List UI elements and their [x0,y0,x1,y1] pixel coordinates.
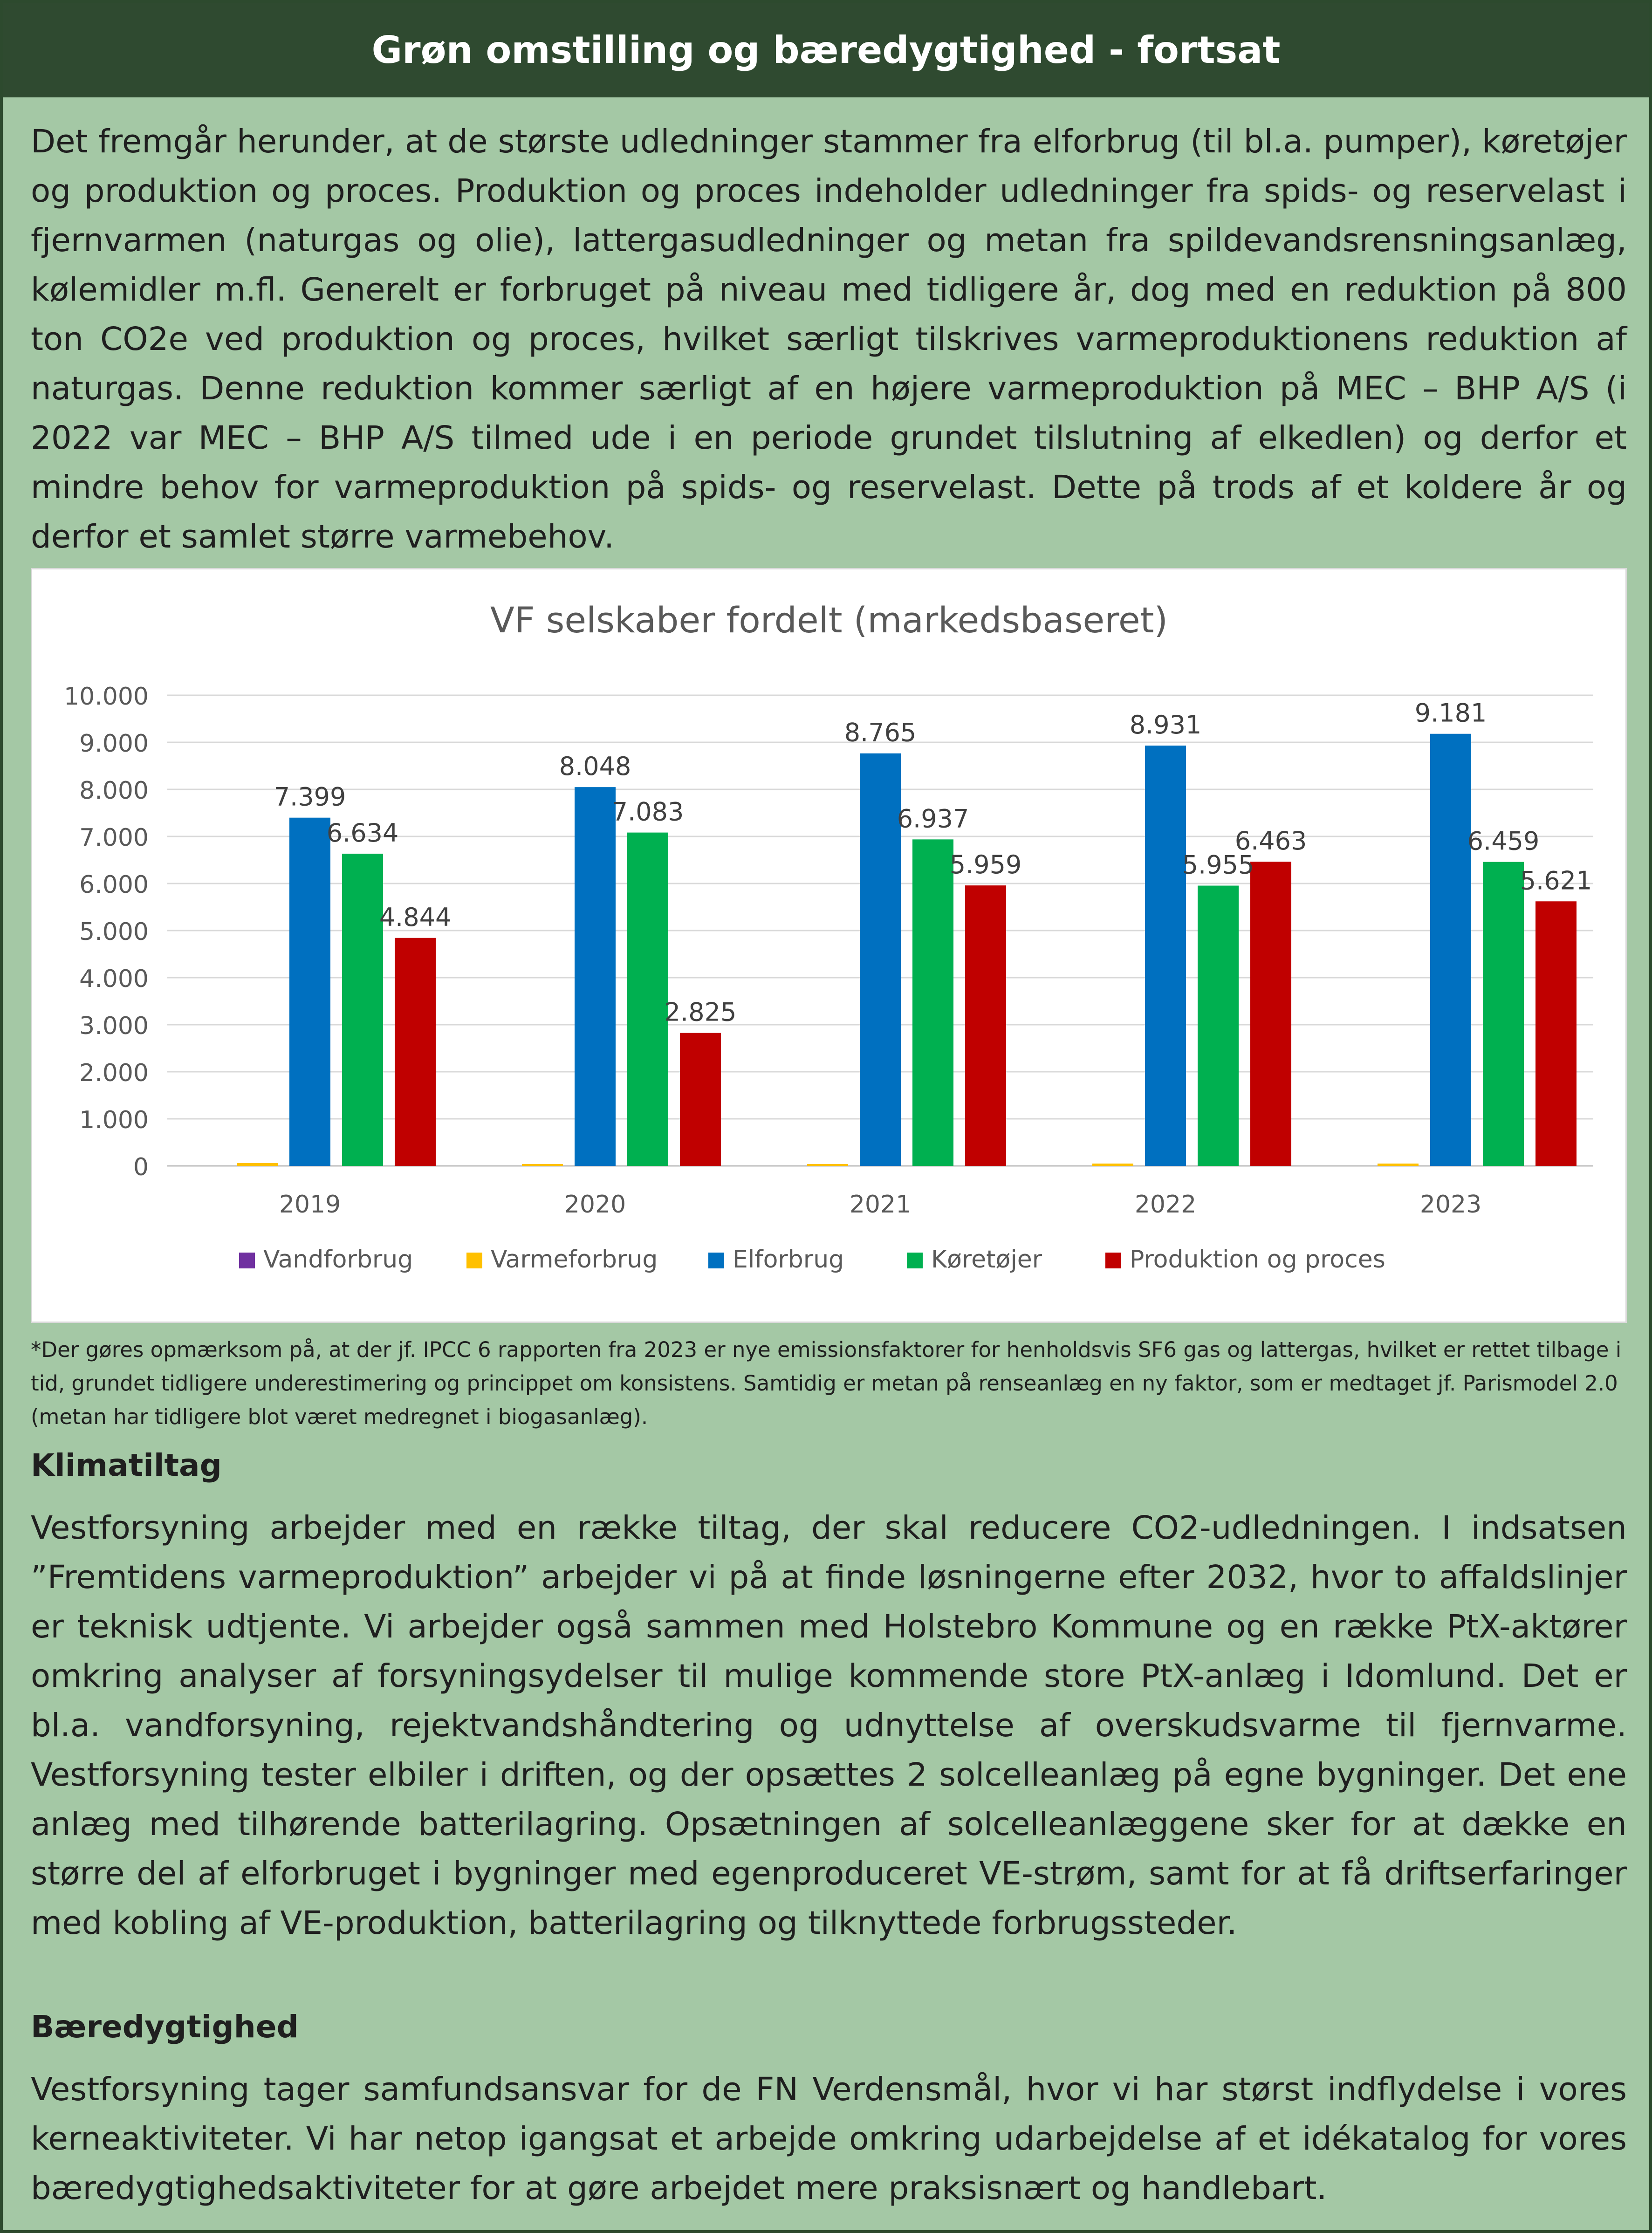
page-header [3,3,1649,97]
data-label: 8.048 [559,752,631,781]
bar-produktion-og-proces-2019 [395,938,436,1166]
bar-køretøjer-2020 [627,833,668,1166]
bar-køretøjer-2022 [1198,886,1239,1166]
klimatiltag-heading: Klimatiltag [31,1447,222,1483]
legend-label: Elforbrug [733,1246,844,1274]
x-tick-label: 2023 [1419,1191,1482,1219]
bar-elforbrug-2021 [860,753,901,1166]
legend-item [466,1246,658,1274]
data-label: 6.463 [1234,826,1307,856]
legend-label: Varmeforbrug [491,1246,658,1274]
legend-label: Vandforbrug [263,1246,413,1274]
data-label: 8.765 [844,718,917,747]
y-tick-label: 5.000 [79,918,149,946]
data-label: 2.825 [664,997,737,1027]
legend-item [907,1246,1042,1274]
y-tick-label: 1.000 [79,1106,149,1134]
bar-varmeforbrug-2020 [522,1164,563,1166]
data-label: 5.959 [949,850,1022,880]
legend-label: Køretøjer [931,1246,1042,1274]
data-label: 4.844 [379,902,452,932]
data-label: 6.459 [1467,826,1540,856]
x-tick-label: 2022 [1134,1191,1197,1219]
data-label: 7.083 [611,797,684,827]
y-tick-label: 4.000 [79,965,149,993]
bar-produktion-og-proces-2020 [680,1033,721,1166]
legend-swatch [466,1253,482,1268]
y-tick-label: 9.000 [79,730,149,758]
bar-produktion-og-proces-2022 [1250,862,1291,1166]
legend-swatch [1105,1253,1121,1268]
y-tick-label: 0 [133,1153,149,1181]
intro-paragraph: Det fremgår herunder, at de største udledninger stammer fra elforbrug (til bl.a. pumper), køretøjer og produktion og proces. Produktion og proces indeholder udledninger fra spids- og reservelast i fjernvarmen (naturgas og olie), lattergasudledninger og metan fra spildevandsrensningsanlæg, kølemidler m.fl. Generelt er forbruget på niveau med tidligere år, dog med en reduktion på 800 ton CO2e ved produktion og proces, hvilket særligt tilskrives varmeproduktionens reduktion af naturgas. Denne reduktion kommer særligt af en højere varmeproduktion på MEC – BHP A/S (i 2022 var MEC – BHP A/S tilmed ude i en periode grundet tilslutning af elkedlen) og derfor et mindre behov for varmeproduktion på spids- og reservelast. Dette på trods af et koldere år og derfor et samlet større varmebehov. [31,123,1627,555]
x-tick-label: 2021 [849,1191,912,1219]
legend-item [239,1246,413,1274]
legend-swatch [907,1253,923,1268]
legend-item [708,1246,844,1274]
y-tick-label: 2.000 [79,1059,149,1087]
bar-produktion-og-proces-2021 [965,885,1006,1166]
y-axis [64,683,149,1181]
bar-chart [32,569,1625,1322]
y-tick-label: 8.000 [79,777,149,805]
baeredygtighed-heading: Bæredygtighed [31,2009,299,2045]
y-tick-label: 10.000 [64,683,149,711]
footnote: *Der gøres opmærksom på, at der jf. IPCC 6 rapporten fra 2023 er nye emissionsfaktorer for henholdsvis SF6 gas og lattergas, hvilket er rettet tilbage i tid, grundet tidligere underestimering og princippet om konsistens. Samtidig er metan på renseanlæg en ny faktor, som er medtaget jf. Parismodel 2.0 (metan har tidligere blot været medregnet i biogasanlæg). [31,1337,1622,1429]
y-tick-label: 6.000 [79,871,149,899]
x-axis [279,1191,1481,1219]
y-tick-label: 3.000 [79,1012,149,1040]
y-tick-label: 7.000 [79,824,149,852]
data-label: 5.621 [1520,866,1592,896]
bar-køretøjer-2023 [1483,862,1524,1166]
x-tick-label: 2019 [279,1191,341,1219]
bar-produktion-og-proces-2023 [1535,901,1577,1166]
legend-swatch [239,1253,255,1268]
data-label: 9.181 [1414,698,1487,728]
bar-varmeforbrug-2021 [807,1164,848,1166]
legend-label: Produktion og proces [1130,1246,1385,1274]
x-tick-label: 2020 [564,1191,626,1219]
page-title: Grøn omstilling og bæredygtighed - fortsat [371,28,1281,72]
baeredygtighed-paragraph: Vestforsyning tager samfundsansvar for de FN Verdensmål, hvor vi har størst indflydelse i vores kerneaktiviteter. Vi har netop igangsat et arbejde omkring udarbejdelse af et idékatalog for vores bæredygtighedsaktiviteter for at gøre arbejdet mere praksisnært og handlebart. [31,2071,1627,2207]
data-label: 6.634 [326,818,399,848]
legend [239,1246,1385,1274]
legend-swatch [708,1253,724,1268]
bar-elforbrug-2022 [1145,746,1186,1166]
bar-elforbrug-2023 [1430,734,1471,1166]
bar-varmeforbrug-2023 [1378,1164,1419,1166]
bar-varmeforbrug-2019 [237,1163,278,1166]
klimatiltag-paragraph: Vestforsyning arbejder med en række tiltag, der skal reducere CO2-udledningen. I indsatsen ”Fremtidens varmeproduktion” arbejder vi på at finde løsningerne efter 2032, hvor to affaldslinjer er teknisk udtjente. Vi arbejder også sammen med Holstebro Kommune og en række PtX-aktører omkring analyser af forsyningsydelser til mulige kommende store PtX-anlæg i Idomlund. Det er bl.a. vandforsyning, rejektvandshåndtering og udnyttelse af overskudsvarme til fjernvarme. Vestforsyning tester elbiler i driften, og der opsættes 2 solcelleanlæg på egne bygninger. Det ene anlæg med tilhørende batterilagring. Opsætningen af solcelleanlæggene sker for at dække en større del af elforbruget i bygninger med egenproduceret VE-strøm, samt for at få driftserfaringer med kobling af VE-produktion, batterilagring og tilknyttede forbrugssteder. [31,1509,1627,1942]
legend-item [1105,1246,1385,1274]
bar-køretøjer-2019 [342,854,383,1166]
bar-køretøjer-2021 [912,839,953,1166]
bars [237,734,1577,1166]
data-label: 6.937 [897,804,969,834]
chart-container [31,568,1627,1323]
bar-elforbrug-2019 [289,818,330,1166]
bar-elforbrug-2020 [575,787,616,1166]
data-label: 8.931 [1129,710,1202,740]
data-label: 7.399 [274,782,346,812]
bar-varmeforbrug-2022 [1092,1164,1133,1166]
chart-title: VF selskaber fordelt (markedsbaseret) [490,599,1168,641]
data-label: 5.955 [1182,850,1254,880]
